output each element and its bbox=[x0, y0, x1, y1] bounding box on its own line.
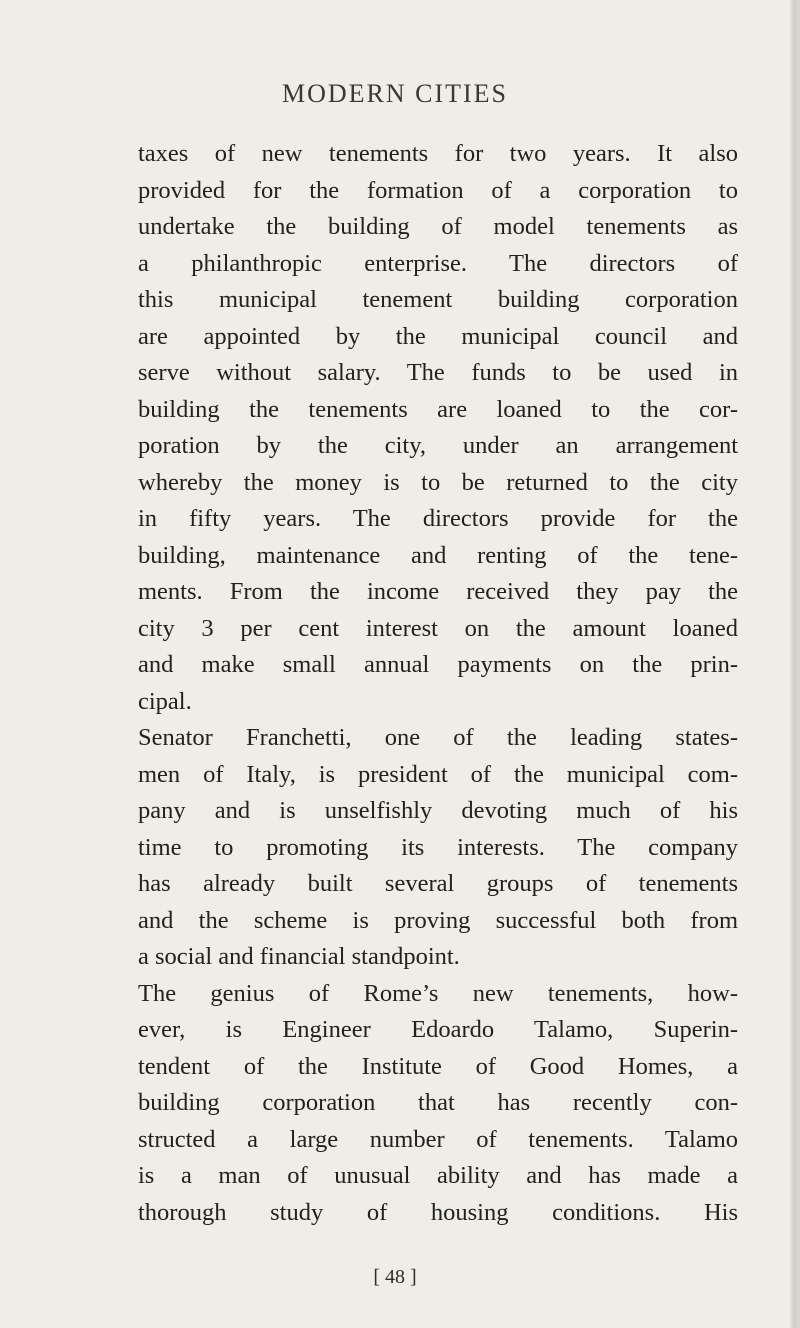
text-line: ments. From the income received they pay the bbox=[138, 578, 738, 605]
text-line: and make small annual payments on the prin- bbox=[138, 651, 738, 678]
text-line: city 3 per cent interest on the amount loaned bbox=[138, 614, 738, 642]
text-line: has already built several groups of tenements bbox=[138, 870, 738, 897]
text-line: and the scheme is proving successful both from bbox=[138, 906, 738, 934]
text-line: undertake the building of model tenements as bbox=[138, 213, 738, 240]
text-line: building corporation that has recently con- bbox=[138, 1089, 738, 1116]
text-line: pany and is unselfishly devoting much of his bbox=[138, 797, 738, 824]
text-line: a social and financial standpoint. bbox=[138, 943, 460, 970]
text-line: structed a large number of tenements. Talamo bbox=[138, 1125, 738, 1153]
text-line: in fifty years. The directors provide for the bbox=[138, 505, 738, 532]
text-line: is a man of unusual ability and has made a bbox=[138, 1162, 738, 1189]
text-line: tendent of the Institute of Good Homes, a bbox=[138, 1052, 738, 1080]
text-line: a philanthropic enterprise. The directors of bbox=[138, 249, 738, 277]
text-line: ever, is Engineer Edoardo Talamo, Superin- bbox=[138, 1016, 738, 1043]
text-line: serve without salary. The funds to be used in bbox=[138, 359, 738, 386]
text-line: The genius of Rome’s new tenements, how- bbox=[138, 979, 738, 1007]
text-line: taxes of new tenements for two years. It also bbox=[138, 140, 738, 167]
text-line: building the tenements are loaned to the cor- bbox=[138, 395, 738, 423]
running-head: MODERN CITIES bbox=[281, 79, 509, 108]
page-number: [ 48 ] bbox=[373, 1266, 417, 1288]
text-line: time to promoting its interests. The company bbox=[138, 833, 738, 861]
text-line: building, maintenance and renting of the tene- bbox=[138, 541, 738, 569]
page-edge bbox=[790, 0, 800, 1328]
text-line: Senator Franchetti, one of the leading states- bbox=[138, 724, 738, 751]
text-line: men of Italy, is president of the municipal com- bbox=[138, 760, 738, 788]
text-line: whereby the money is to be returned to the city bbox=[138, 468, 738, 496]
text-line: poration by the city, under an arrangement bbox=[138, 432, 738, 459]
text-line: provided for the formation of a corporation to bbox=[138, 176, 738, 204]
text-line: are appointed by the municipal council and bbox=[138, 322, 738, 350]
body-text bbox=[138, 136, 738, 1231]
text-line: cipal. bbox=[138, 687, 192, 715]
text-line: this municipal tenement building corporation bbox=[138, 286, 738, 313]
text-line: thorough study of housing conditions. His bbox=[138, 1198, 738, 1226]
